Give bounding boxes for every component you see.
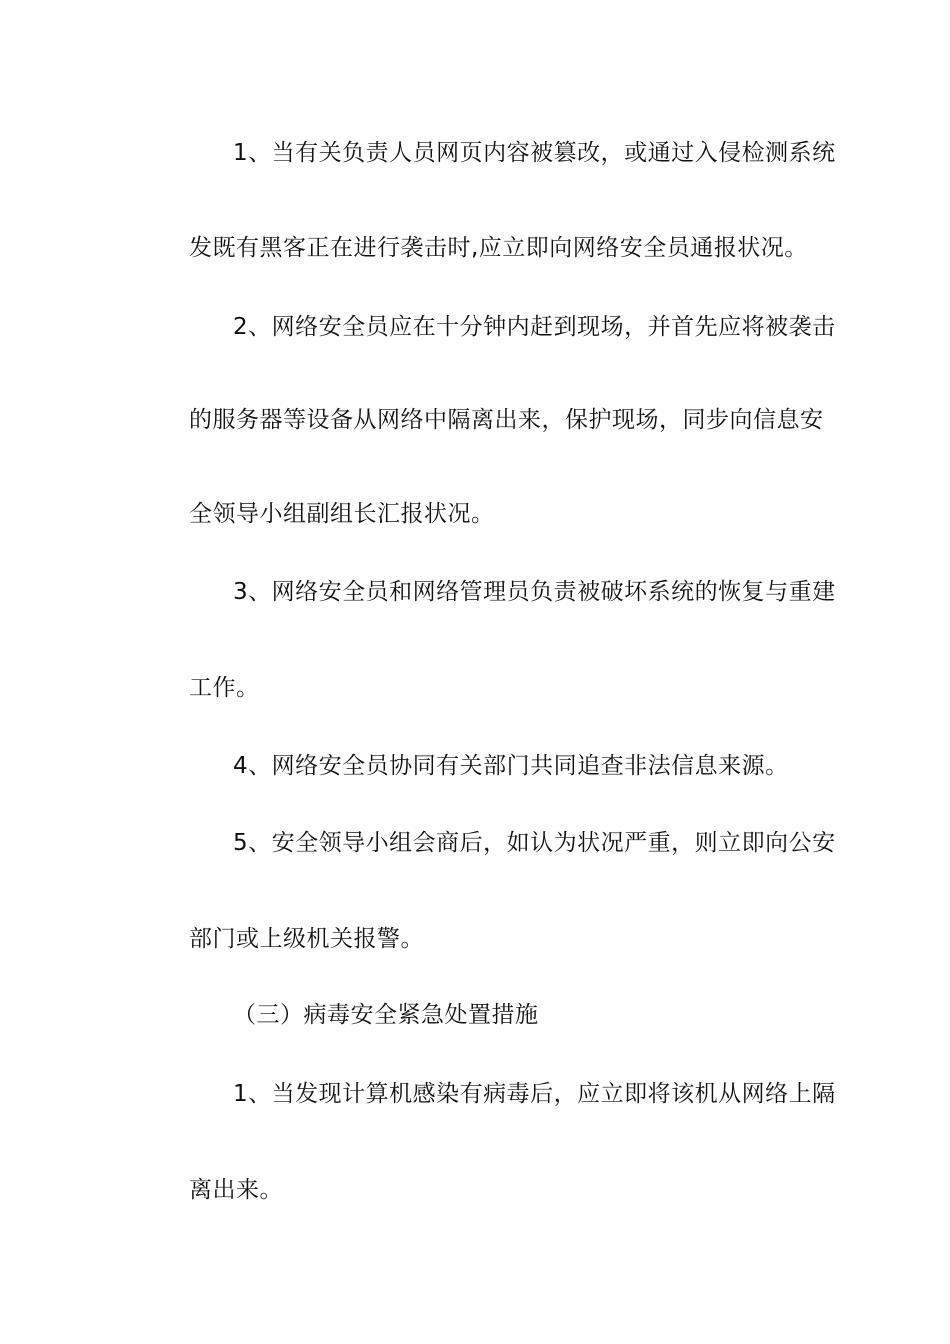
paragraph-2-line-1: 2、网络安全员应在十分钟内赶到现场，并首先应将被袭击 bbox=[233, 314, 836, 340]
paragraph-4-line-1: 4、网络安全员协同有关部门共同追查非法信息来源。 bbox=[233, 753, 789, 779]
paragraph-6-line-2: 离出来。 bbox=[189, 1177, 283, 1203]
paragraph-2-line-3: 全领导小组副组长汇报状况。 bbox=[189, 501, 495, 527]
paragraph-5-line-1: 5、安全领导小组会商后，如认为状况严重，则立即向公安 bbox=[233, 830, 836, 856]
paragraph-1-line-1: 1、当有关负责人员网页内容被篡改，或通过入侵检测系统 bbox=[233, 140, 836, 166]
paragraph-6-line-1: 1、当发现计算机感染有病毒后，应立即将该机从网络上隔 bbox=[233, 1081, 836, 1107]
section-heading: （三）病毒安全紧急处置措施 bbox=[233, 1002, 539, 1028]
paragraph-5-line-2: 部门或上级机关报警。 bbox=[189, 926, 424, 952]
paragraph-3-line-1: 3、网络安全员和网络管理员负责被破坏系统的恢复与重建 bbox=[233, 579, 836, 605]
paragraph-1-line-2: 发既有黑客正在进行袭击时,应立即向网络安全员通报状况。 bbox=[189, 235, 808, 261]
paragraph-2-line-2: 的服务器等设备从网络中隔离出来，保护现场，同步向信息安 bbox=[189, 407, 824, 433]
paragraph-3-line-2: 工作。 bbox=[189, 675, 260, 701]
